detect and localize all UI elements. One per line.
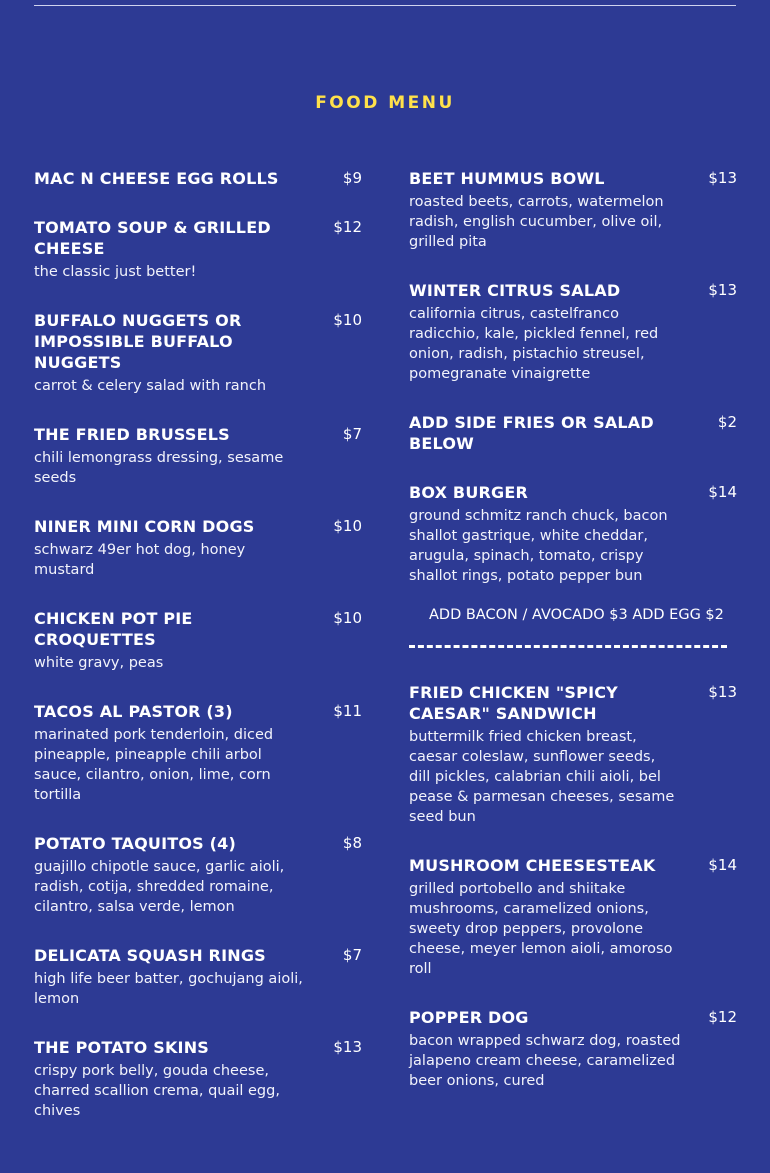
menu-item: [34, 516, 362, 580]
menu-item-price: $14: [708, 856, 737, 874]
menu-item: [34, 424, 362, 488]
menu-column-left: [34, 168, 362, 1149]
menu-item: [34, 168, 362, 189]
menu-item-name: TOMATO SOUP & GRILLED CHEESE: [34, 218, 271, 258]
menu-item-price: $7: [342, 946, 362, 964]
menu-item-price: $12: [708, 1008, 737, 1026]
menu-item: [34, 833, 362, 917]
menu-item-price: $10: [333, 609, 362, 627]
menu-item-header: [409, 1007, 737, 1028]
menu-item-header: [409, 482, 737, 503]
menu-item-description: the classic just better!: [34, 264, 197, 280]
menu-item-header: [34, 516, 362, 537]
menu-item: [409, 412, 737, 454]
menu-item-name: THE FRIED BRUSSELS: [34, 425, 230, 444]
menu-item-price: $13: [708, 281, 737, 299]
menu-item-name: TACOS AL PASTOR (3): [34, 702, 233, 721]
menu-item-header: [34, 608, 362, 650]
menu-item-price: $7: [342, 425, 362, 443]
menu-item-price: $2: [717, 413, 737, 431]
menu-item-description: grilled portobello and shiitake mushrooms, caramelized onions, sweety drop peppers, provolone cheese, meyer lemon aioli, amoroso roll: [409, 881, 673, 977]
menu-item: [34, 945, 362, 1009]
menu-item: [409, 280, 737, 384]
top-divider: [34, 5, 736, 6]
menu-item-header: [409, 855, 737, 876]
menu-item-description: high life beer batter, gochujang aioli, lemon: [34, 971, 303, 1007]
menu-item-header: [34, 168, 362, 189]
menu-item-name: DELICATA SQUASH RINGS: [34, 946, 266, 965]
section-title: FOOD MENU: [315, 93, 455, 113]
menu-item-description: white gravy, peas: [34, 655, 164, 671]
menu-item-name: THE POTATO SKINS: [34, 1038, 210, 1057]
menu-item: [409, 855, 737, 979]
menu-item: [34, 310, 362, 396]
menu-item-name: NINER MINI CORN DOGS: [34, 517, 255, 536]
menu-item-name: BOX BURGER: [409, 483, 529, 502]
menu-item-name: WINTER CITRUS SALAD: [409, 281, 621, 300]
menu-item-price: $13: [333, 1038, 362, 1056]
menu-item-price: $14: [708, 483, 737, 501]
menu-item-price: $10: [333, 517, 362, 535]
menu-item-name: POPPER DOG: [409, 1008, 529, 1027]
menu-item-description: carrot & celery salad with ranch: [34, 378, 267, 394]
menu-group-right-b: [409, 682, 737, 1091]
menu-item-header: [409, 412, 737, 454]
menu-item-description: buttermilk fried chicken breast, caesar coleslaw, sunflower seeds, dill pickles, calabrian chili aioli, bel pease & parmesan cheeses, sesame seed bun: [409, 729, 675, 825]
menu-item: [409, 482, 737, 586]
menu-item-price: $8: [342, 834, 362, 852]
addon-note: ADD BACON / AVOCADO $3 ADD EGG $2: [429, 607, 724, 623]
menu-item-name: POTATO TAQUITOS (4): [34, 834, 236, 853]
menu-item: [409, 168, 737, 252]
menu-item-name: CHICKEN POT PIE CROQUETTES: [34, 609, 193, 649]
menu-item-header: [34, 833, 362, 854]
menu-column-right: [409, 168, 737, 1119]
menu-item-header: [409, 682, 737, 724]
menu-item-price: $10: [333, 311, 362, 329]
menu-item-description: california citrus, castelfranco radicchio, kale, pickled fennel, red onion, radish, pistachio streusel, pomegranate vinaigrette: [409, 306, 659, 382]
menu-item-description: chili lemongrass dressing, sesame seeds: [34, 450, 284, 486]
menu-item-description: crispy pork belly, gouda cheese, charred scallion crema, quail egg, chives: [34, 1063, 280, 1119]
menu-item-price: $13: [708, 683, 737, 701]
menu-item-price: $13: [708, 169, 737, 187]
menu-item-header: [409, 168, 737, 189]
menu-item: [34, 1037, 362, 1121]
menu-item-header: [34, 217, 362, 259]
menu-item: [34, 608, 362, 673]
menu-item: [409, 682, 737, 827]
menu-item-header: [34, 310, 362, 373]
menu-item-header: [34, 424, 362, 445]
dashed-divider: [409, 645, 727, 648]
menu-item-name: MUSHROOM CHEESESTEAK: [409, 856, 656, 875]
menu-item-name: FRIED CHICKEN "SPICY CAESAR" SANDWICH: [409, 683, 618, 723]
menu-item-price: $9: [342, 169, 362, 187]
menu-item: [409, 1007, 737, 1091]
menu-item-description: ground schmitz ranch chuck, bacon shallot gastrique, white cheddar, arugula, spinach, tomato, crispy shallot rings, potato pepper bun: [409, 508, 668, 584]
menu-item-name: BEET HUMMUS BOWL: [409, 169, 605, 188]
menu-item-description: roasted beets, carrots, watermelon radish, english cucumber, olive oil, grilled pita: [409, 194, 664, 250]
menu-item-header: [409, 280, 737, 301]
menu-item-price: $12: [333, 218, 362, 236]
menu-item: [34, 701, 362, 805]
menu-item-description: bacon wrapped schwarz dog, roasted jalapeno cream cheese, caramelized beer onions, cured: [409, 1033, 681, 1089]
menu-item-name: MAC N CHEESE EGG ROLLS: [34, 169, 279, 188]
menu-item: [34, 217, 362, 282]
menu-item-description: schwarz 49er hot dog, honey mustard: [34, 542, 246, 578]
menu-item-name: BUFFALO NUGGETS OR IMPOSSIBLE BUFFALO NUGGETS: [34, 311, 242, 372]
menu-item-name: ADD SIDE FRIES OR SALAD BELOW: [409, 413, 654, 453]
menu-item-header: [34, 945, 362, 966]
menu-item-header: [34, 1037, 362, 1058]
menu-item-description: guajillo chipotle sauce, garlic aioli, radish, cotija, shredded romaine, cilantro, salsa verde, lemon: [34, 859, 285, 915]
menu-item-header: [34, 701, 362, 722]
menu-item-price: $11: [333, 702, 362, 720]
menu-group-right-a: [409, 168, 737, 586]
menu-item-description: marinated pork tenderloin, diced pineapple, pineapple chili arbol sauce, cilantro, onion, lime, corn tortilla: [34, 727, 274, 803]
